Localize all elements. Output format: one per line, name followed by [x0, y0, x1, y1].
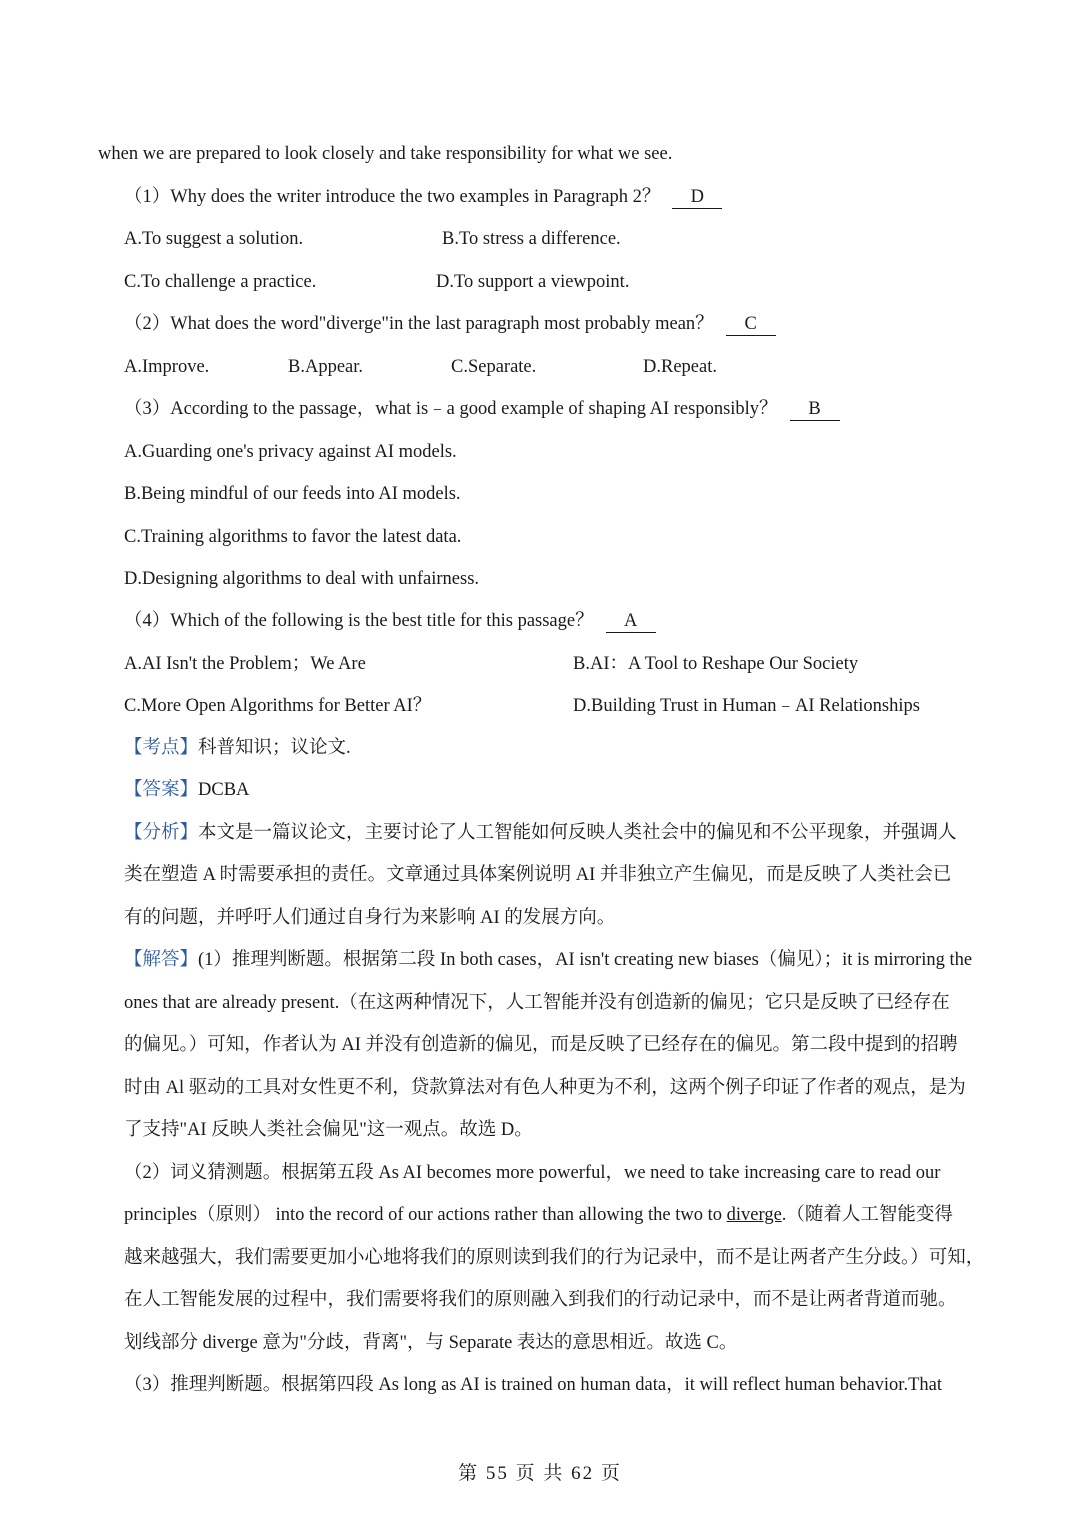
jieda-line: 越来越强大，我们需要更加小心地将我们的原则读到我们的行为记录中，而不是让两者产生分歧。）可知，: [124, 1248, 985, 1268]
fenxi-line: 类在塑造 A 时需要承担的责任。文章通过具体案例说明 AI 并非独立产生偏见，而是反映了人类社会已: [124, 865, 952, 885]
option-c: C.Separate.: [451, 357, 537, 377]
fenxi-line: 本文是一篇议论文，主要讨论了人工智能如何反映人类社会中的偏见和不公平现象，并强调人: [198, 823, 957, 843]
question-stem: （2）What does the word"diverge"in the last paragraph most probably mean？: [124, 314, 714, 334]
kaodian: [124, 735, 351, 761]
jieda-line: 的偏见。）可知，作者认为 AI 并没有创造新的偏见，而是反映了已经存在的偏见。第二段中提到的招聘: [124, 1035, 958, 1055]
question-stem: （1）Why does the writer introduce the two examples in Paragraph 2？: [124, 187, 661, 207]
jieda-line: ones that are already present.（在这两种情况下，人工智能并没有创造新的偏见；它只是反映了已经存在: [124, 993, 950, 1013]
option-d: D.Designing algorithms to deal with unfairness.: [124, 569, 480, 589]
fenxi-tag: 【分析】: [124, 823, 199, 843]
option-a: A.Improve.: [124, 357, 210, 377]
option-c: C.More Open Algorithms for Better AI？: [124, 696, 432, 716]
jieda-text: .（随着人工智能变得: [781, 1205, 953, 1225]
passage-last-line: when we are prepared to look closely and take responsibility for what we see.: [98, 144, 673, 164]
daan-tag: 【答案】: [124, 780, 199, 800]
question-2: [124, 311, 776, 337]
kaodian-text: 科普知识；议论文.: [198, 738, 351, 758]
answer-blank: B: [790, 398, 840, 421]
jieda-line: （2）词义猜测题。根据第五段 As AI becomes more powerful，we need to take increasing care to read our: [124, 1163, 941, 1183]
jieda-tag: 【解答】: [124, 950, 199, 970]
fenxi: [124, 820, 957, 846]
jieda-line: 时由 Al 驱动的工具对女性更不利，贷款算法对有色人种更为不利，这两个例子印证了作者的观点，是为: [124, 1078, 966, 1098]
option-b: B.AI：A Tool to Reshape Our Society: [573, 654, 859, 674]
jieda-text: principles（原则） into the record of our actions rather than allowing the two to: [124, 1205, 727, 1225]
daan: [124, 777, 249, 803]
option-a: A.AI Isn't the Problem；We Are: [124, 654, 366, 674]
jieda-line: 划线部分 diverge 意为"分歧，背离"，与 Separate 表达的意思相近。故选 C。: [124, 1333, 738, 1353]
question-stem: （4）Which of the following is the best title for this passage？: [124, 611, 594, 631]
answer-blank: A: [606, 610, 656, 633]
option-a: A.Guarding one's privacy against AI models.: [124, 442, 457, 462]
jieda-line: [124, 1202, 953, 1228]
underlined-word: diverge: [726, 1205, 782, 1225]
option-d: D.Building Trust in Human﹣AI Relationships: [573, 696, 920, 716]
option-b: B.Appear.: [288, 357, 364, 377]
option-c: C.To challenge a practice.: [124, 272, 317, 292]
jieda-line: 在人工智能发展的过程中，我们需要将我们的原则融入到我们的行动记录中，而不是让两者背道而驰。: [124, 1290, 957, 1310]
page-footer: 第 55 页 共 62 页: [458, 1463, 622, 1484]
question-4: [124, 608, 656, 634]
option-d: D.Repeat.: [643, 357, 717, 377]
answer-blank: D: [672, 186, 722, 209]
option-b: B.To stress a difference.: [442, 229, 621, 249]
option-a: A.To suggest a solution.: [124, 229, 304, 249]
jieda-line: (1）推理判断题。根据第二段 In both cases，AI isn't creating new biases（偏见）；it is mirroring the: [198, 950, 973, 970]
question-3: [124, 396, 840, 422]
jieda-line: 了支持"AI 反映人类社会偏见"这一观点。故选 D。: [124, 1120, 533, 1140]
question-stem: （3）According to the passage，what is﹣a good example of shaping AI responsibly？: [124, 399, 778, 419]
answer-blank: C: [726, 313, 776, 336]
option-b: B.Being mindful of our feeds into AI models.: [124, 484, 461, 504]
question-1: [124, 184, 722, 210]
daan-text: DCBA: [198, 780, 250, 800]
jieda: [124, 947, 972, 973]
kaodian-tag: 【考点】: [124, 738, 199, 758]
jieda-line: （3）推理判断题。根据第四段 As long as AI is trained on human data，it will reflect human behavior.That: [124, 1375, 942, 1395]
option-d: D.To support a viewpoint.: [436, 272, 630, 292]
fenxi-line: 有的问题，并呼吁人们通过自身行为来影响 AI 的发展方向。: [124, 908, 616, 928]
option-c: C.Training algorithms to favor the latest data.: [124, 527, 462, 547]
